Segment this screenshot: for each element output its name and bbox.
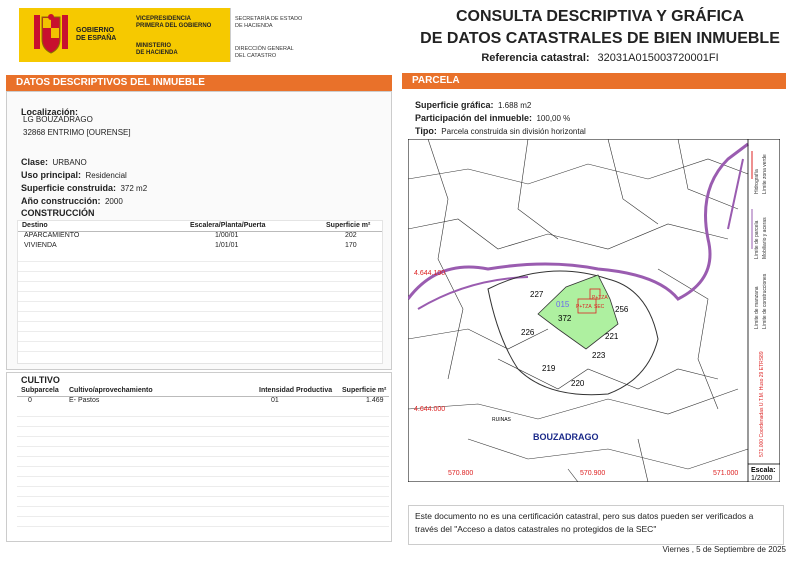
ref-label: Referencia catastral: <box>481 52 590 64</box>
parcel-219: 219 <box>542 364 556 373</box>
col-cultivo: Cultivo/aprovechamiento <box>69 387 153 394</box>
superficie-row: Superficie construida: 372 m2 <box>21 183 148 193</box>
section-bar-parcela: PARCELA <box>402 73 786 89</box>
building-label-1: P+TZA <box>592 295 608 301</box>
legend-5: Límite de manzana <box>754 286 760 329</box>
construccion-table <box>17 220 383 364</box>
parcel-221: 221 <box>605 332 619 341</box>
col-subparcela: Subparcela <box>21 387 59 394</box>
parcel-227: 227 <box>530 290 544 299</box>
ruinas-label: RUINAS <box>492 417 511 423</box>
section-bar-descriptivos: DATOS DESCRIPTIVOS DEL INMUEBLE <box>6 75 392 91</box>
localizacion-label: Localización: <box>21 107 79 117</box>
page-title <box>400 6 800 50</box>
legend-2: Límite zona verde <box>762 154 768 194</box>
cultivo-panel <box>6 372 392 542</box>
legend-coords: 571.000 Coordenadas U.T.M. Huso 29 ETRS89 <box>759 351 765 457</box>
cadastral-map[interactable] <box>408 139 780 482</box>
parcel-226: 226 <box>521 328 535 337</box>
gov-name: GOBIERNO DE ESPAÑA <box>76 27 117 42</box>
col-destino: Destino <box>22 222 48 229</box>
localizacion-l1: LG BOUZADRAGO <box>23 115 93 124</box>
title-line-2: DE DATOS CATASTRALES DE BIEN INMUEBLE <box>420 30 780 47</box>
secretaria: SECRETARÍA DE ESTADO DE HACIENDA <box>235 16 303 29</box>
descriptive-panel <box>6 91 392 370</box>
coord-x3: 571.000 <box>713 470 739 477</box>
report-date: Viernes , 5 de Septiembre de 2025 <box>662 545 786 554</box>
col-superficie: Superficie m² <box>326 222 371 229</box>
place-name: BOUZADRAGO <box>533 432 599 442</box>
legend-1: Hidrografía <box>754 169 760 194</box>
building-label-3: P+TZA <box>576 304 592 310</box>
col-escalera: Escalera/Planta/Puerta <box>190 222 266 229</box>
participacion-row: Participación del inmueble: 100,00 % <box>415 113 571 123</box>
table-row-destino: VIVIENDA <box>24 242 57 249</box>
parcel-372: 372 <box>558 314 572 323</box>
table-row-subparcela: 0 <box>28 397 32 404</box>
cadastral-reference <box>400 52 800 64</box>
parcel-015: 015 <box>556 300 570 309</box>
legend-6: Límite de construcciones <box>762 273 768 329</box>
scale-label: Escala: <box>751 467 776 474</box>
building-label-2: SEC <box>594 304 605 310</box>
tipo-row: Tipo: Parcela construida sin división horizontal <box>415 126 586 136</box>
col-intensidad: Intensidad Productiva <box>259 387 333 394</box>
clase-row: Clase: URBANO <box>21 157 87 167</box>
legend-3: Límite de parcela <box>754 220 760 259</box>
title-line-1: CONSULTA DESCRIPTIVA Y GRÁFICA <box>455 8 744 25</box>
coord-x1: 570.800 <box>448 470 474 477</box>
table-row-superficie: 1.469 <box>366 397 384 404</box>
localizacion-l2: 32868 ENTRIMO [OURENSE] <box>23 128 131 137</box>
table-row-escalera: 1/00/01 <box>215 232 239 239</box>
parcel-256: 256 <box>615 305 629 314</box>
coat-of-arms-icon <box>32 13 70 57</box>
vicepresidencia: VICEPRESIDENCIA PRIMERA DEL GOBIERNO <box>136 16 212 29</box>
disclaimer-note: Este documento no es una certificación catastral, pero sus datos pueden ser verificados a través del "Acceso a datos catastrales no protegidos de la SEC" <box>408 505 784 545</box>
table-row-superficie: 170 <box>345 242 357 249</box>
table-row-destino: APARCAMIENTO <box>24 232 80 239</box>
scale-value: 1/2000 <box>751 475 773 482</box>
coord-y2: 4.644.000 <box>414 406 446 413</box>
parcel-223: 223 <box>592 351 606 360</box>
table-row-superficie: 202 <box>345 232 357 239</box>
coord-x2: 570.900 <box>580 470 606 477</box>
cultivo-table <box>17 386 389 538</box>
table-row-escalera: 1/01/01 <box>215 242 239 249</box>
table-row-cultivo: E- Pastos <box>69 397 100 404</box>
parcel-220: 220 <box>571 379 585 388</box>
anio-row: Año construcción: 2000 <box>21 196 123 206</box>
construccion-title: CONSTRUCCIÓN <box>21 208 95 218</box>
sup-grafica-row: Superficie gráfica: 1.688 m2 <box>415 100 532 110</box>
cultivo-title: CULTIVO <box>21 375 60 385</box>
coord-y1: 4.644.100 <box>414 270 446 277</box>
table-row-intensidad: 01 <box>271 397 279 404</box>
direccion-general: DIRECCIÓN GENERAL DEL CATASTRO <box>235 46 294 59</box>
ref-value: 32031A015003720001FI <box>597 52 719 64</box>
ministerio: MINISTERIO DE HACIENDA <box>136 43 178 56</box>
uso-row: Uso principal: Residencial <box>21 170 127 180</box>
col-superficie: Superficie m² <box>342 387 387 394</box>
legend-4: Mobiliario y aceras <box>762 217 768 259</box>
